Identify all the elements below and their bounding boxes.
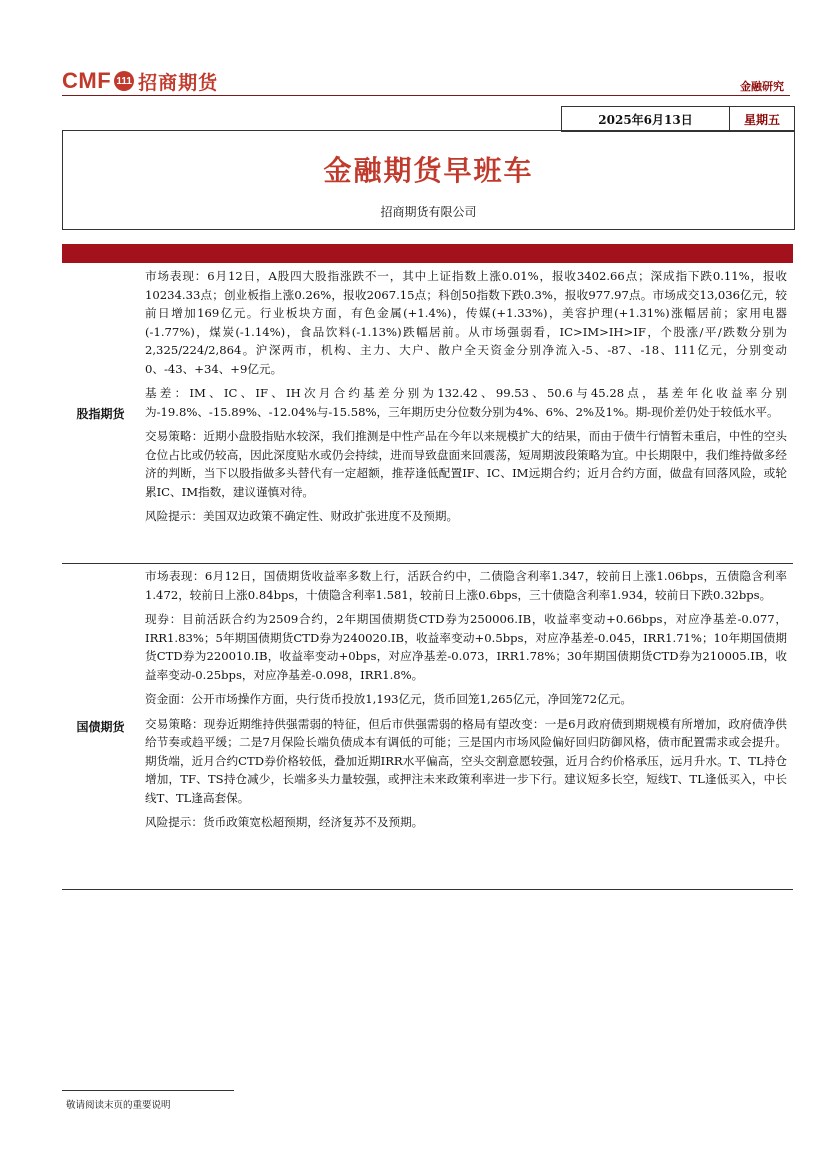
section-label: 国债期货 <box>76 719 125 734</box>
section-content <box>139 563 793 889</box>
report-date: 2025年6月13日 <box>598 112 693 127</box>
date-bar <box>561 106 795 132</box>
footer-disclaimer-note: 敬请阅读末页的重要说明 <box>66 1100 171 1111</box>
basis-paragraph: 基差：IM、IC、IF、IH次月合约基差分别为132.42、99.53、50.6与45.28点，基差年化收益率分别为-19.8%、-15.89%、-12.04%与-15.58%，三年期历史分位数分别为4%、6%、2%及1%。期-现价差仍处于较低水平。 <box>145 386 787 419</box>
title-block <box>62 130 795 230</box>
section-header-bar <box>62 244 793 263</box>
risk-warning-paragraph: 风险提示：货币政策宽松超预期，经济复苏不及预期。 <box>145 815 424 829</box>
company-logo <box>62 66 218 96</box>
section-label: 股指期货 <box>76 406 125 421</box>
section-treasury-futures <box>62 563 793 890</box>
trading-strategy-paragraph: 交易策略：现券近期维持供强需弱的特征，但后市供强需弱的格局有望改变：一是6月政府债到期规模有所增加，政府债净供给节奏或趋平缓；二是7月保险长端负债成本有调低的可能；三是国内市场风险偏好回归防御风格，债市配置需求或会提升。期货端，近月合约CTD券价格较低，叠加近期IRR水平偏高，空头交割意愿较强，近月合约价格承压，远月升水。T、TL持仓增加，TF、TS持仓减少，长端多头力量较强，或押注未来政策利率进一步下行。建议短多长空，短线T、TL逢低买入，中长线T、TL逢高套保。 <box>145 716 787 805</box>
market-performance-paragraph: 市场表现：6月12日，A股四大股指涨跌不一，其中上证指数上涨0.01%，报收3402.66点；深成指下跌0.11%，报收10234.33点；创业板指上涨0.26%，报收2067.15点；科创50指数下跌0.3%，报收977.97点。市场成交13,036亿元，较前日增加169亿元。行业板块方面，有色金属(+1.4%)，传媒(+1.33%)，美容护理(+1.31%)涨幅居前；家用电器(-1.77%)，煤炭(-1.14%)，食品饮料(-1.13%)跌幅居前。从市场强弱看，IC>IM>IH>IF，个股涨/平/跌数分别为2,325/224/2,864。沪深两市，机构、主力、大户、散户全天资金分别净流入-5、-87、-18、111亿元，分别变动0、-43、+34、+9亿元。 <box>145 269 787 376</box>
trading-strategy-paragraph: 交易策略：近期小盘股指贴水较深，我们推测是中性产品在今年以来规模扩大的结果，而由于债牛行情暂未重启，中性的空头仓位占比或仍较高，因此深度贴水或仍会持续，进而导致盘面来回震荡，短周期波段策略为宜。中长期限中，我们维持做多经济的判断，当下以股指做多头替代有一定超额，推荐逢低配置IF、IC、IM远期合约；近月合约方面，做盘有回落风险，或轮累IC、IM指数，建议谨慎对待。 <box>145 429 787 499</box>
spot-bonds-paragraph: 现券：目前活跃合约为2509合约，2年期国债期货CTD券为250006.IB，收益率变动+0.66bps，对应净基差-0.077，IRR1.83%；5年期国债期货CTD券为240020.IB，收益率变动+0.5bps，对应净基差-0.045，IRR1.71%；10年期国债期货CTD券为220010.IB，收益率变动+0bps，对应净基差-0.073，IRR1.78%；30年期国债期货CTD券为210005.IB，收益率变动-0.25bps，对应净基差-0.098，IRR1.8%。 <box>145 612 787 682</box>
risk-warning-paragraph: 风险提示：美国双边政策不确定性、财政扩张进度不及预期。 <box>145 509 459 523</box>
logo-company-name: 招商期货 <box>138 71 219 94</box>
report-weekday: 星期五 <box>729 107 794 131</box>
header-divider <box>62 95 790 96</box>
footer-divider <box>62 1090 234 1091</box>
market-performance-paragraph: 市场表现：6月12日，国债期货收益率多数上行，活跃合约中，二债隐含利率1.347，较前日上涨1.06bps，五债隐含利率1.472，较前日上涨0.84bps，十债隐含利率1.581，较前日上涨0.6bps，三十债隐含利率1.934，较前日下跌0.32bps。 <box>145 569 787 602</box>
logo-cmf-text: CMF <box>62 68 112 93</box>
company-name: 招商期货有限公司 <box>380 205 477 219</box>
report-type: 金融研究 <box>740 80 784 93</box>
liquidity-paragraph: 资金面：公开市场操作方面，央行货币投放1,193亿元，货币回笼1,265亿元，净回笼72亿元。 <box>145 692 632 706</box>
section-stock-index-futures <box>62 263 793 564</box>
logo-badge-icon: 111 <box>114 71 134 91</box>
section-content <box>139 263 793 563</box>
report-title: 金融期货早班车 <box>323 154 534 187</box>
